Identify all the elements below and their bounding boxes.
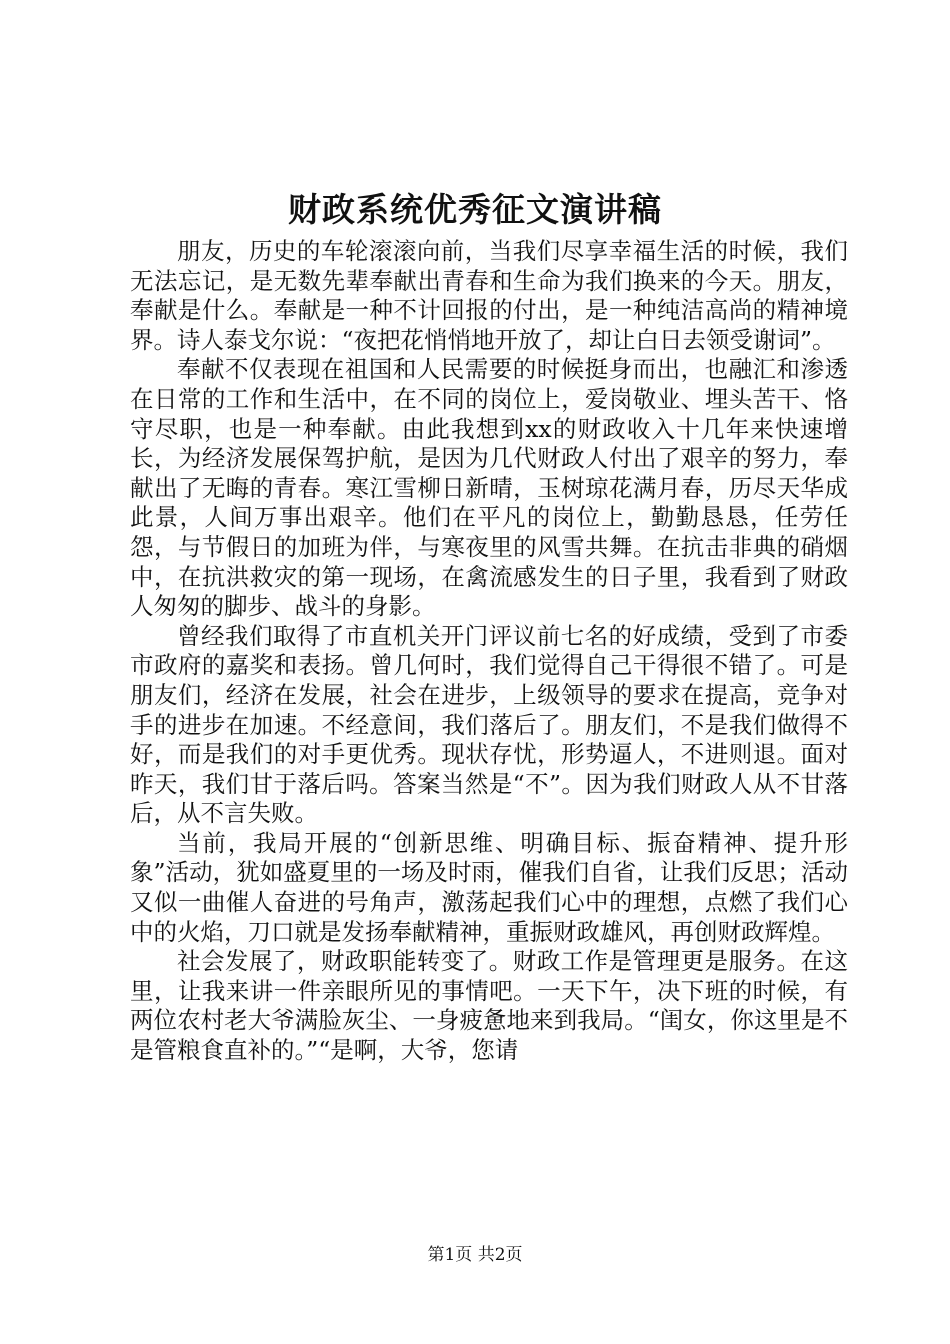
document-body — [130, 237, 848, 1177]
paragraph-2: 奉献不仅表现在祖国和人民需要的时候挺身而出，也融汇和渗透在日常的工作和生活中，在不同的岗位上，爱岗敬业、埋头苦干、恪守尽职，也是一种奉献。由此我想到xx的财政收入十几年来快速增长，为经济发展保驾护航，是因为几代财政人付出了艰辛的努力，奉献出了无晦的青春。寒江雪柳日新晴，玉树琼花满月春，历尽天华成此景，人间万事出艰辛。他们在平凡的岗位上，勤勤恳恳，任劳任怨，与节假日的加班为伴，与寒夜里的风雪共舞。在抗击非典的硝烟中，在抗洪救灾的第一现场，在禽流感发生的日子里，我看到了财政人匆匆的脚步、战斗的身影。 — [130, 355, 848, 621]
paragraph-3: 曾经我们取得了市直机关开门评议前七名的好成绩，受到了市委市政府的嘉奖和表扬。曾几何时，我们觉得自己干得很不错了。可是朋友们，经济在发展，社会在进步，上级领导的要求在提高，竞争对手的进步在加速。不经意间，我们落后了。朋友们，不是我们做得不好，而是我们的对手更优秀。现状存忧，形势逼人，不进则退。面对昨天，我们甘于落后吗。答案当然是“不”。因为我们财政人从不甘落后，从不言失败。 — [130, 621, 848, 828]
paragraph-1: 朋友，历史的车轮滚滚向前，当我们尽享幸福生活的时候，我们无法忘记，是无数先辈奉献出青春和生命为我们换来的今天。朋友，奉献是什么。奉献是一种不计回报的付出，是一种纯洁高尚的精神境界。诗人泰戈尔说：“夜把花悄悄地开放了，却让白日去领受谢词”。 — [130, 237, 848, 354]
page-footer: 第1页 共2页 — [427, 1245, 523, 1265]
paragraph-5: 社会发展了，财政职能转变了。财政工作是管理更是服务。在这里，让我来讲一件亲眼所见的事情吧。一天下午，决下班的时候，有两位农村老大爷满脸灰尘、一身疲惫地来到我局。“闺女，你这里是不是管粮食直补的。”“是啊，大爷，您请 — [130, 947, 848, 1065]
paragraph-4: 当前，我局开展的“创新思维、明确目标、振奋精神、提升形象”活动，犹如盛夏里的一场及时雨，催我们自省，让我们反思；活动又似一曲催人奋进的号角声，激荡起我们心中的理想，点燃了我们心中的火焰，刀口就是发扬奉献精神，重振财政雄风，再创财政辉煌。 — [130, 828, 848, 946]
document-title: 财政系统优秀征文演讲稿 — [288, 190, 662, 229]
